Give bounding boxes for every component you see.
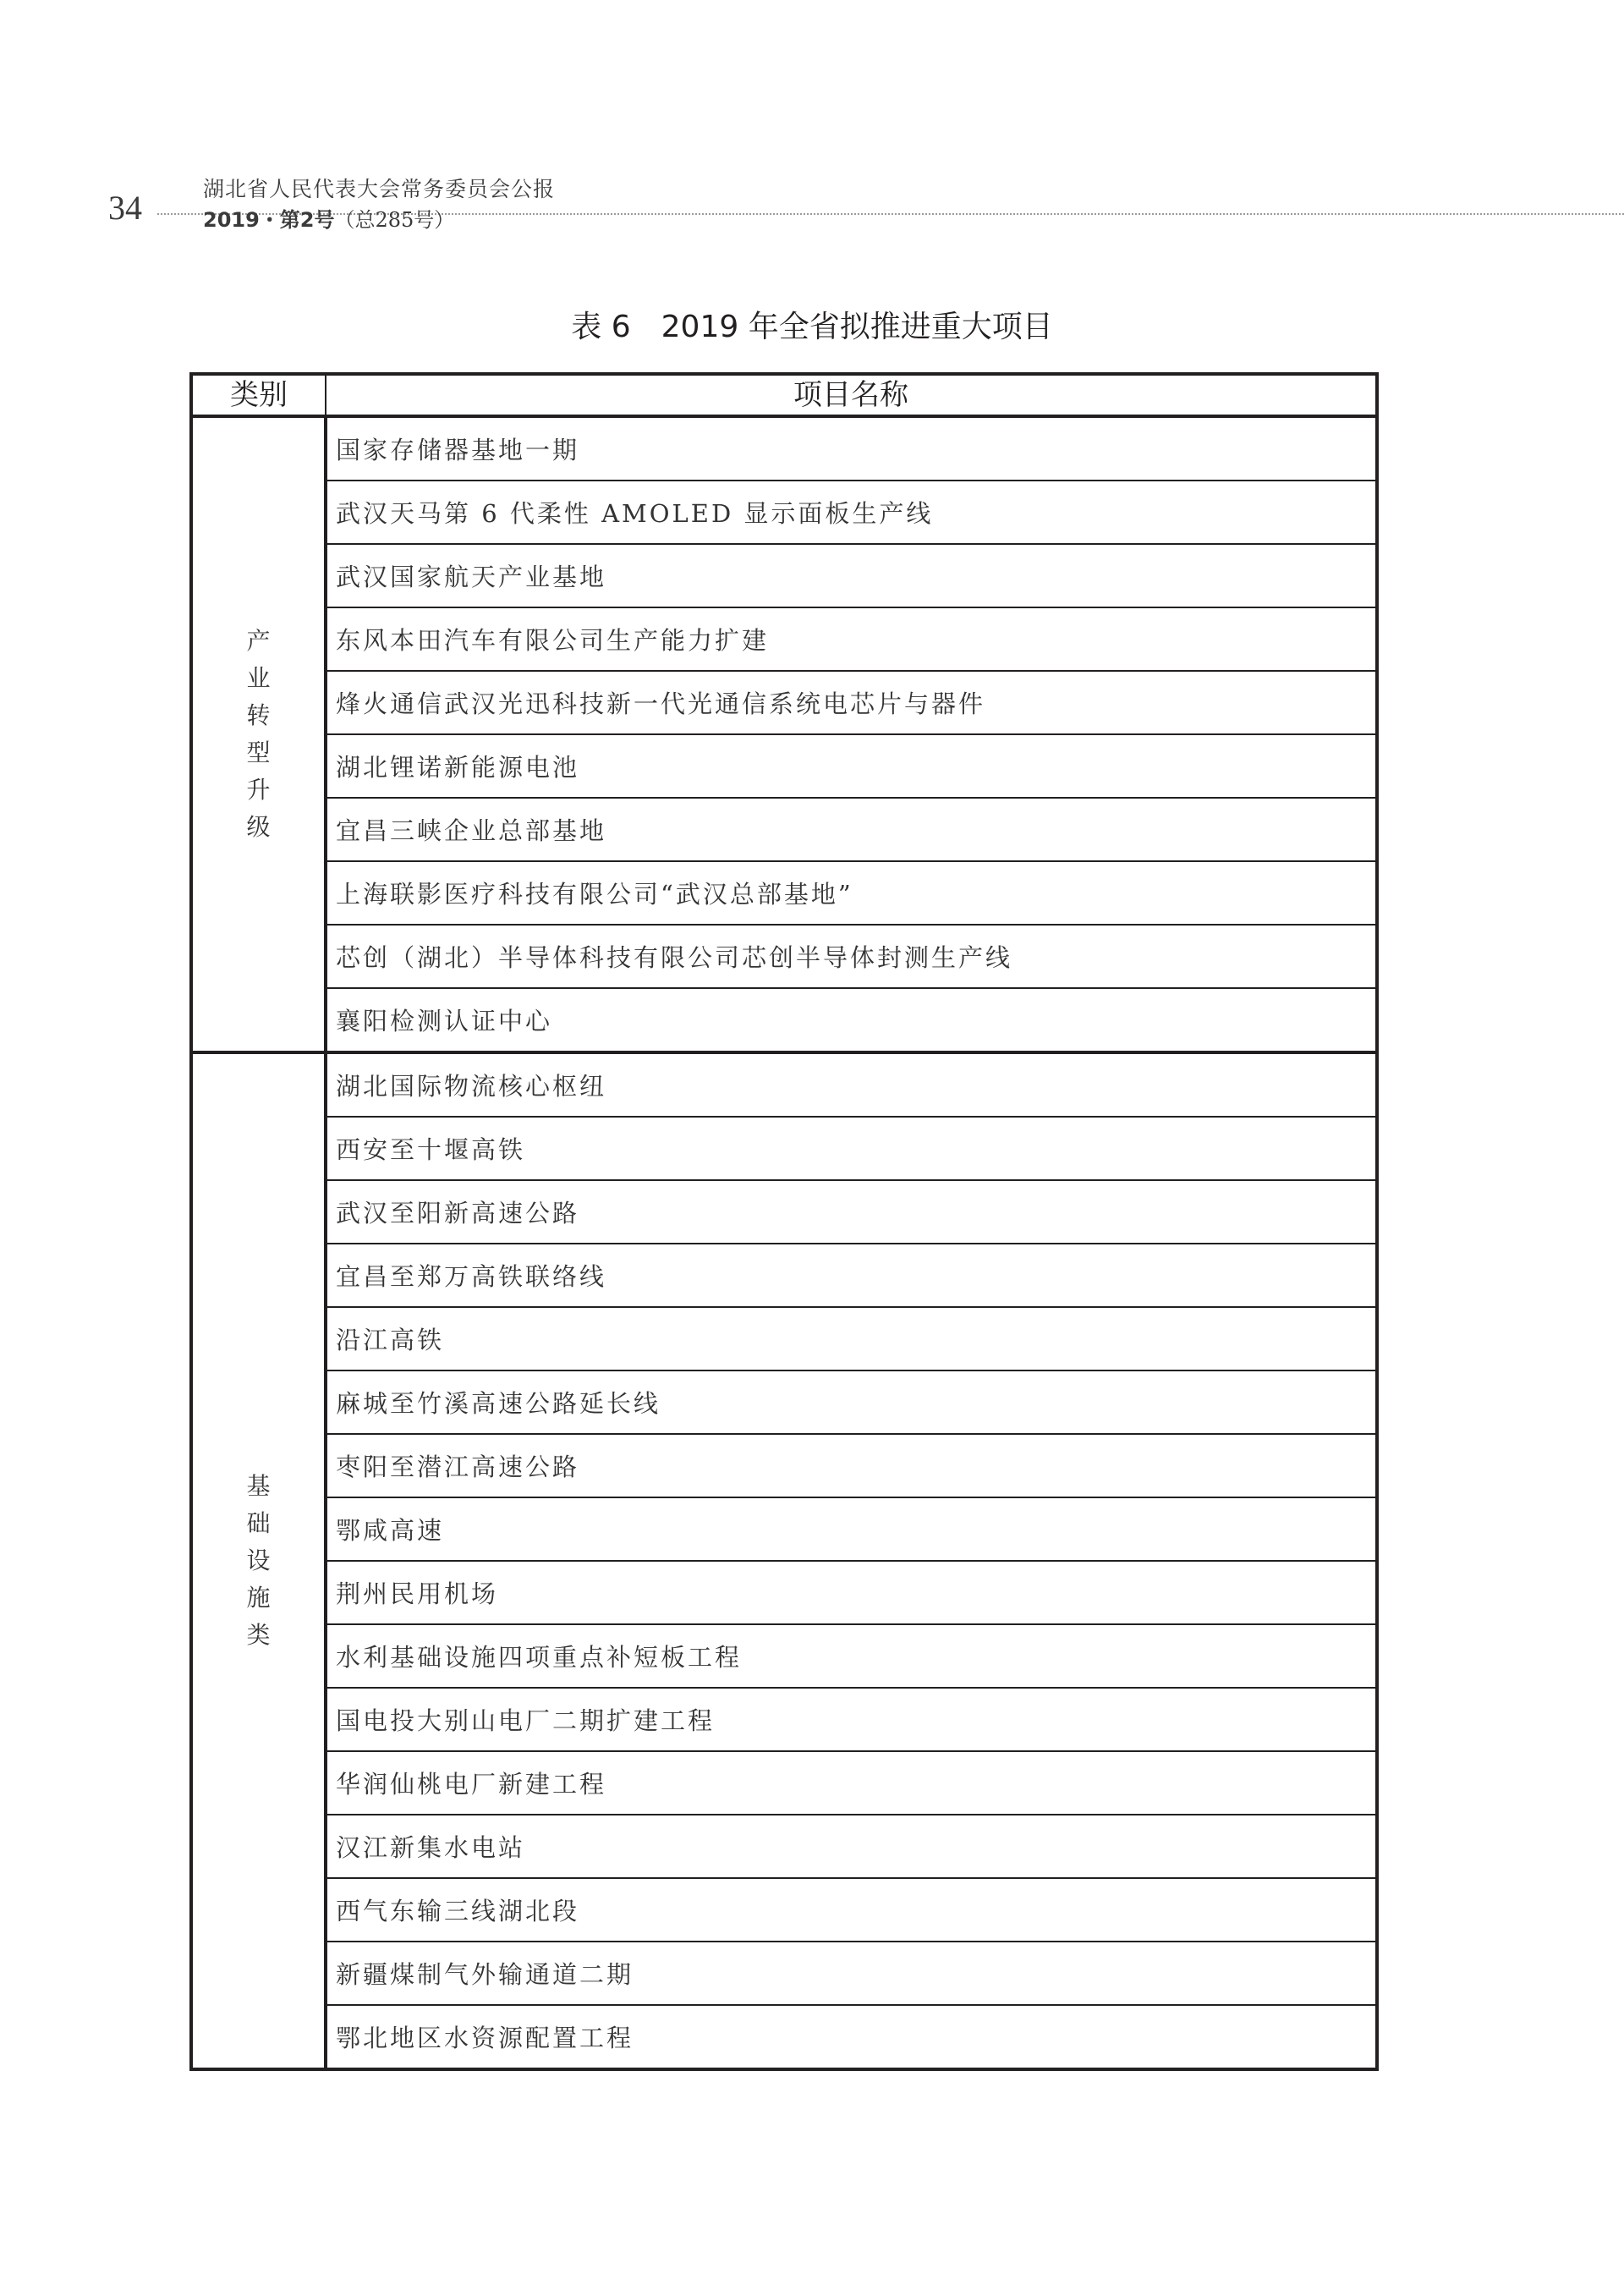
project-name-cell: 荆州民用机场 bbox=[326, 1561, 1377, 1624]
project-name-cell: 宜昌三峡企业总部基地 bbox=[326, 798, 1377, 861]
project-name-cell: 沿江高铁 bbox=[326, 1307, 1377, 1370]
project-name-cell: 麻城至竹溪高速公路延长线 bbox=[326, 1370, 1377, 1434]
table-row bbox=[191, 1942, 1377, 2005]
table-row bbox=[191, 798, 1377, 861]
project-name-cell: 枣阳至潜江高速公路 bbox=[326, 1434, 1377, 1497]
project-name-cell: 襄阳检测认证中心 bbox=[326, 988, 1377, 1052]
table-row bbox=[191, 1370, 1377, 1434]
projects-table-body bbox=[191, 416, 1377, 2069]
project-name-cell: 西气东输三线湖北段 bbox=[326, 1878, 1377, 1942]
table-row bbox=[191, 481, 1377, 544]
table-row bbox=[191, 671, 1377, 734]
project-name-cell: 国家存储器基地一期 bbox=[326, 416, 1377, 481]
project-name-cell: 武汉至阳新高速公路 bbox=[326, 1180, 1377, 1244]
category-label: 基础设施类 bbox=[246, 1472, 271, 1649]
table-row bbox=[191, 2005, 1377, 2069]
project-name-cell: 西安至十堰高铁 bbox=[326, 1117, 1377, 1180]
project-name-cell: 鄂北地区水资源配置工程 bbox=[326, 2005, 1377, 2069]
project-name-cell: 国电投大别山电厂二期扩建工程 bbox=[326, 1688, 1377, 1751]
project-name-cell: 湖北锂诺新能源电池 bbox=[326, 734, 1377, 798]
table-title: 表 6 2019 年全省拟推进重大项目 bbox=[571, 310, 1053, 344]
projects-table bbox=[189, 372, 1379, 2071]
table-row bbox=[191, 607, 1377, 671]
table-row bbox=[191, 861, 1377, 925]
project-name-cell: 宜昌至郑万高铁联络线 bbox=[326, 1244, 1377, 1307]
table-header-row bbox=[191, 374, 1377, 416]
table-row bbox=[191, 988, 1377, 1052]
table-row bbox=[191, 1561, 1377, 1624]
table-row bbox=[191, 1624, 1377, 1688]
table-row bbox=[191, 734, 1377, 798]
table-row bbox=[191, 925, 1377, 988]
table-row bbox=[191, 1052, 1377, 1117]
project-name-cell: 湖北国际物流核心枢纽 bbox=[326, 1052, 1377, 1117]
project-name-cell: 华润仙桃电厂新建工程 bbox=[326, 1751, 1377, 1815]
table-row bbox=[191, 1244, 1377, 1307]
table-row bbox=[191, 1878, 1377, 1942]
header-category: 类别 bbox=[191, 374, 326, 416]
table-row bbox=[191, 1434, 1377, 1497]
table-row bbox=[191, 1815, 1377, 1878]
table-row bbox=[191, 544, 1377, 607]
project-name-cell: 芯创（湖北）半导体科技有限公司芯创半导体封测生产线 bbox=[326, 925, 1377, 988]
project-name-cell: 水利基础设施四项重点补短板工程 bbox=[326, 1624, 1377, 1688]
category-label: 产业转型升级 bbox=[246, 627, 271, 841]
issue-total: （总285号） bbox=[334, 208, 455, 232]
table-row bbox=[191, 1180, 1377, 1244]
project-name-cell: 武汉天马第 6 代柔性 AMOLED 显示面板生产线 bbox=[326, 481, 1377, 544]
page-number: 34 bbox=[108, 189, 142, 227]
category-cell bbox=[191, 1052, 326, 2069]
table-row bbox=[191, 1751, 1377, 1815]
project-name-cell: 汉江新集水电站 bbox=[326, 1815, 1377, 1878]
table-row bbox=[191, 416, 1377, 481]
project-name-cell: 上海联影医疗科技有限公司“武汉总部基地” bbox=[326, 861, 1377, 925]
project-name-cell: 鄂咸高速 bbox=[326, 1497, 1377, 1561]
table-row bbox=[191, 1117, 1377, 1180]
journal-name: 湖北省人民代表大会常务委员会公报 bbox=[203, 177, 556, 201]
project-name-cell: 新疆煤制气外输通道二期 bbox=[326, 1942, 1377, 2005]
header-project-name: 项目名称 bbox=[326, 374, 1377, 416]
table-row bbox=[191, 1497, 1377, 1561]
table-row bbox=[191, 1307, 1377, 1370]
issue-info bbox=[203, 203, 454, 233]
table-row bbox=[191, 1688, 1377, 1751]
category-cell bbox=[191, 416, 326, 1052]
issue-number: 2019・第2号 bbox=[203, 208, 335, 232]
project-name-cell: 东风本田汽车有限公司生产能力扩建 bbox=[326, 607, 1377, 671]
project-name-cell: 烽火通信武汉光迅科技新一代光通信系统电芯片与器件 bbox=[326, 671, 1377, 734]
project-name-cell: 武汉国家航天产业基地 bbox=[326, 544, 1377, 607]
